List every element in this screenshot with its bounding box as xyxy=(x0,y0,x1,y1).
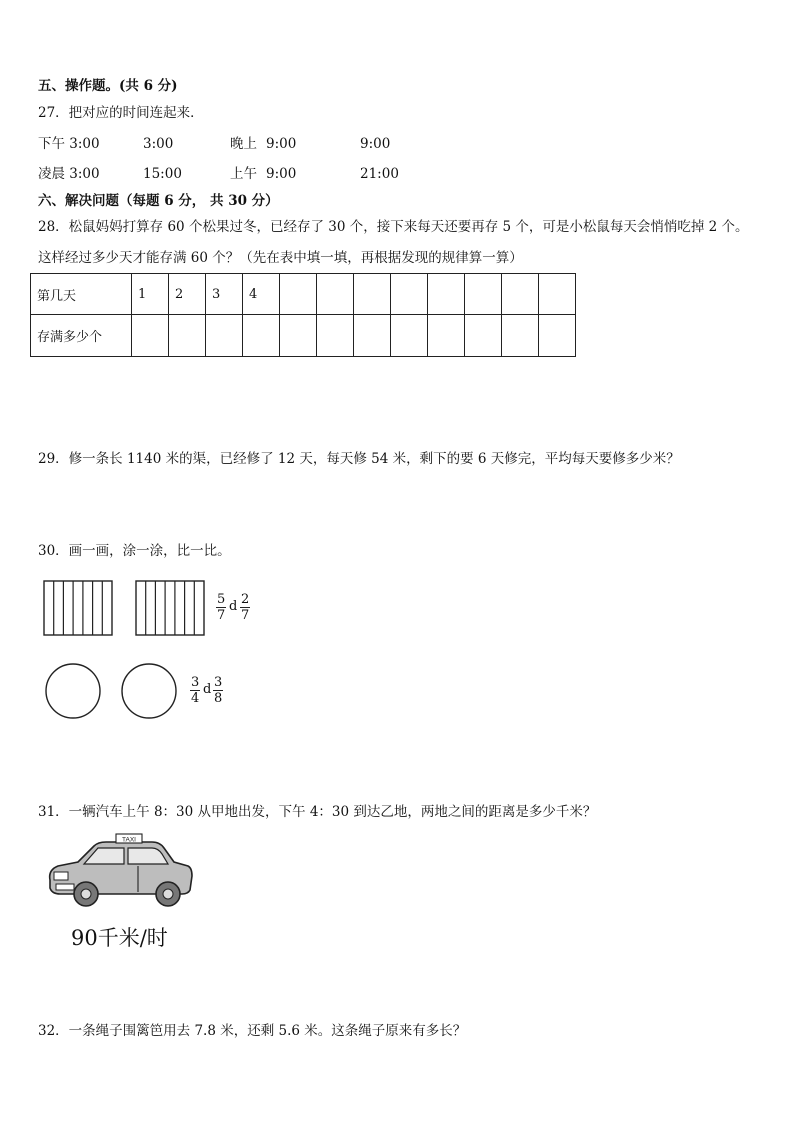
q27-text: 27．把对应的时间连起来． xyxy=(38,105,204,121)
q28-table xyxy=(30,273,576,357)
table-cell-blank[interactable] xyxy=(280,315,317,357)
q29-text: 29．修一条长 1140 米的渠，已经修了 12 天，每天修 54 米，剩下的要 6 天修完，平均每天要修多少米？ xyxy=(38,451,680,467)
q30-fraction-circles xyxy=(40,658,190,724)
table-cell-blank[interactable] xyxy=(317,274,354,315)
fraction-denominator: 8 xyxy=(214,691,223,706)
fraction-numerator: 3 xyxy=(191,675,200,690)
table-cell: 1 xyxy=(132,274,169,315)
table-row xyxy=(31,315,576,357)
fraction-right-2 xyxy=(213,675,223,706)
fraction-left-2 xyxy=(190,675,200,706)
q27-r2-c4: 9:00 xyxy=(266,166,297,182)
q32-text: 32．一条绳子围篱笆用去 7.8 米，还剩 5.6 米。这条绳子原来有多长？ xyxy=(38,1023,467,1039)
fraction-bar-right xyxy=(136,581,204,635)
fraction-left-1 xyxy=(216,592,226,623)
fraction-circle-left xyxy=(46,664,100,718)
fraction-denominator: 4 xyxy=(191,691,200,706)
fraction-numerator: 3 xyxy=(214,675,223,690)
table-cell-blank[interactable] xyxy=(428,315,465,357)
section5-heading: 五、操作题。(共 6 分) xyxy=(38,78,178,94)
fraction-circle-right xyxy=(122,664,176,718)
taxi-sign: TAXI xyxy=(122,836,136,844)
fraction-numerator: 5 xyxy=(217,592,226,607)
q27-r1-c2: 3:00 xyxy=(143,136,174,152)
table-cell-blank[interactable] xyxy=(317,315,354,357)
table-cell-blank[interactable] xyxy=(206,315,243,357)
table-cell-blank[interactable] xyxy=(391,274,428,315)
table-cell-blank[interactable] xyxy=(502,315,539,357)
table-row xyxy=(31,274,576,315)
taxi-car-illustration xyxy=(40,828,200,920)
table-cell-blank[interactable] xyxy=(539,315,576,357)
fraction-denominator: 7 xyxy=(241,608,250,623)
q27-r1-c5: 9:00 xyxy=(360,136,391,152)
table-cell-blank[interactable] xyxy=(428,274,465,315)
q27-r2-c3: 上午 xyxy=(230,166,257,182)
compare-symbol-1[interactable]: d xyxy=(229,599,238,614)
table-cell: 2 xyxy=(169,274,206,315)
table-cell-blank[interactable] xyxy=(280,274,317,315)
table-cell-blank[interactable] xyxy=(354,274,391,315)
fraction-denominator: 7 xyxy=(217,608,226,623)
table-cell-blank[interactable] xyxy=(465,315,502,357)
speed-label: 90千米/时 xyxy=(71,926,168,950)
q27-r1-c1: 下午 3:00 xyxy=(38,136,100,152)
q30-fraction-bars xyxy=(40,578,220,640)
table-cell-blank[interactable] xyxy=(465,274,502,315)
q27-r2-c2: 15:00 xyxy=(143,166,182,182)
compare-symbol-2[interactable]: d xyxy=(203,682,212,697)
table-cell: 3 xyxy=(206,274,243,315)
table-head-day: 第几天 xyxy=(31,274,132,315)
table-cell-blank[interactable] xyxy=(539,274,576,315)
table-cell-blank[interactable] xyxy=(354,315,391,357)
q27-r2-c1: 凌晨 3:00 xyxy=(38,166,100,182)
fraction-bar-left xyxy=(44,581,112,635)
q31-text: 31．一辆汽车上午 8：30 从甲地出发，下午 4：30 到达乙地，两地之间的距离是多少千米？ xyxy=(38,804,597,820)
q28-line2: 这样经过多少天才能存满 60 个？（先在表中填一填，再根据发现的规律算一算） xyxy=(38,250,523,266)
fraction-numerator: 2 xyxy=(241,592,250,607)
table-cell-blank[interactable] xyxy=(243,315,280,357)
table-cell: 4 xyxy=(243,274,280,315)
fraction-right-1 xyxy=(240,592,250,623)
q30-text: 30．画一画，涂一涂，比一比。 xyxy=(38,543,231,559)
table-cell-blank[interactable] xyxy=(502,274,539,315)
q27-r1-c3: 晚上 xyxy=(230,136,257,152)
table-cell-blank[interactable] xyxy=(391,315,428,357)
table-cell-blank[interactable] xyxy=(169,315,206,357)
table-head-stored: 存满多少个 xyxy=(31,315,132,357)
table-cell-blank[interactable] xyxy=(132,315,169,357)
section6-heading: 六、解决问题（每题 6 分， 共 30 分） xyxy=(38,193,279,209)
q27-r2-c5: 21:00 xyxy=(360,166,399,182)
q28-line1: 28．松鼠妈妈打算存 60 个松果过冬，已经存了 30 个，接下来每天还要再存 5 个，可是小松鼠每天会悄悄吃掉 2 个。 xyxy=(38,219,749,235)
q27-r1-c4: 9:00 xyxy=(266,136,297,152)
